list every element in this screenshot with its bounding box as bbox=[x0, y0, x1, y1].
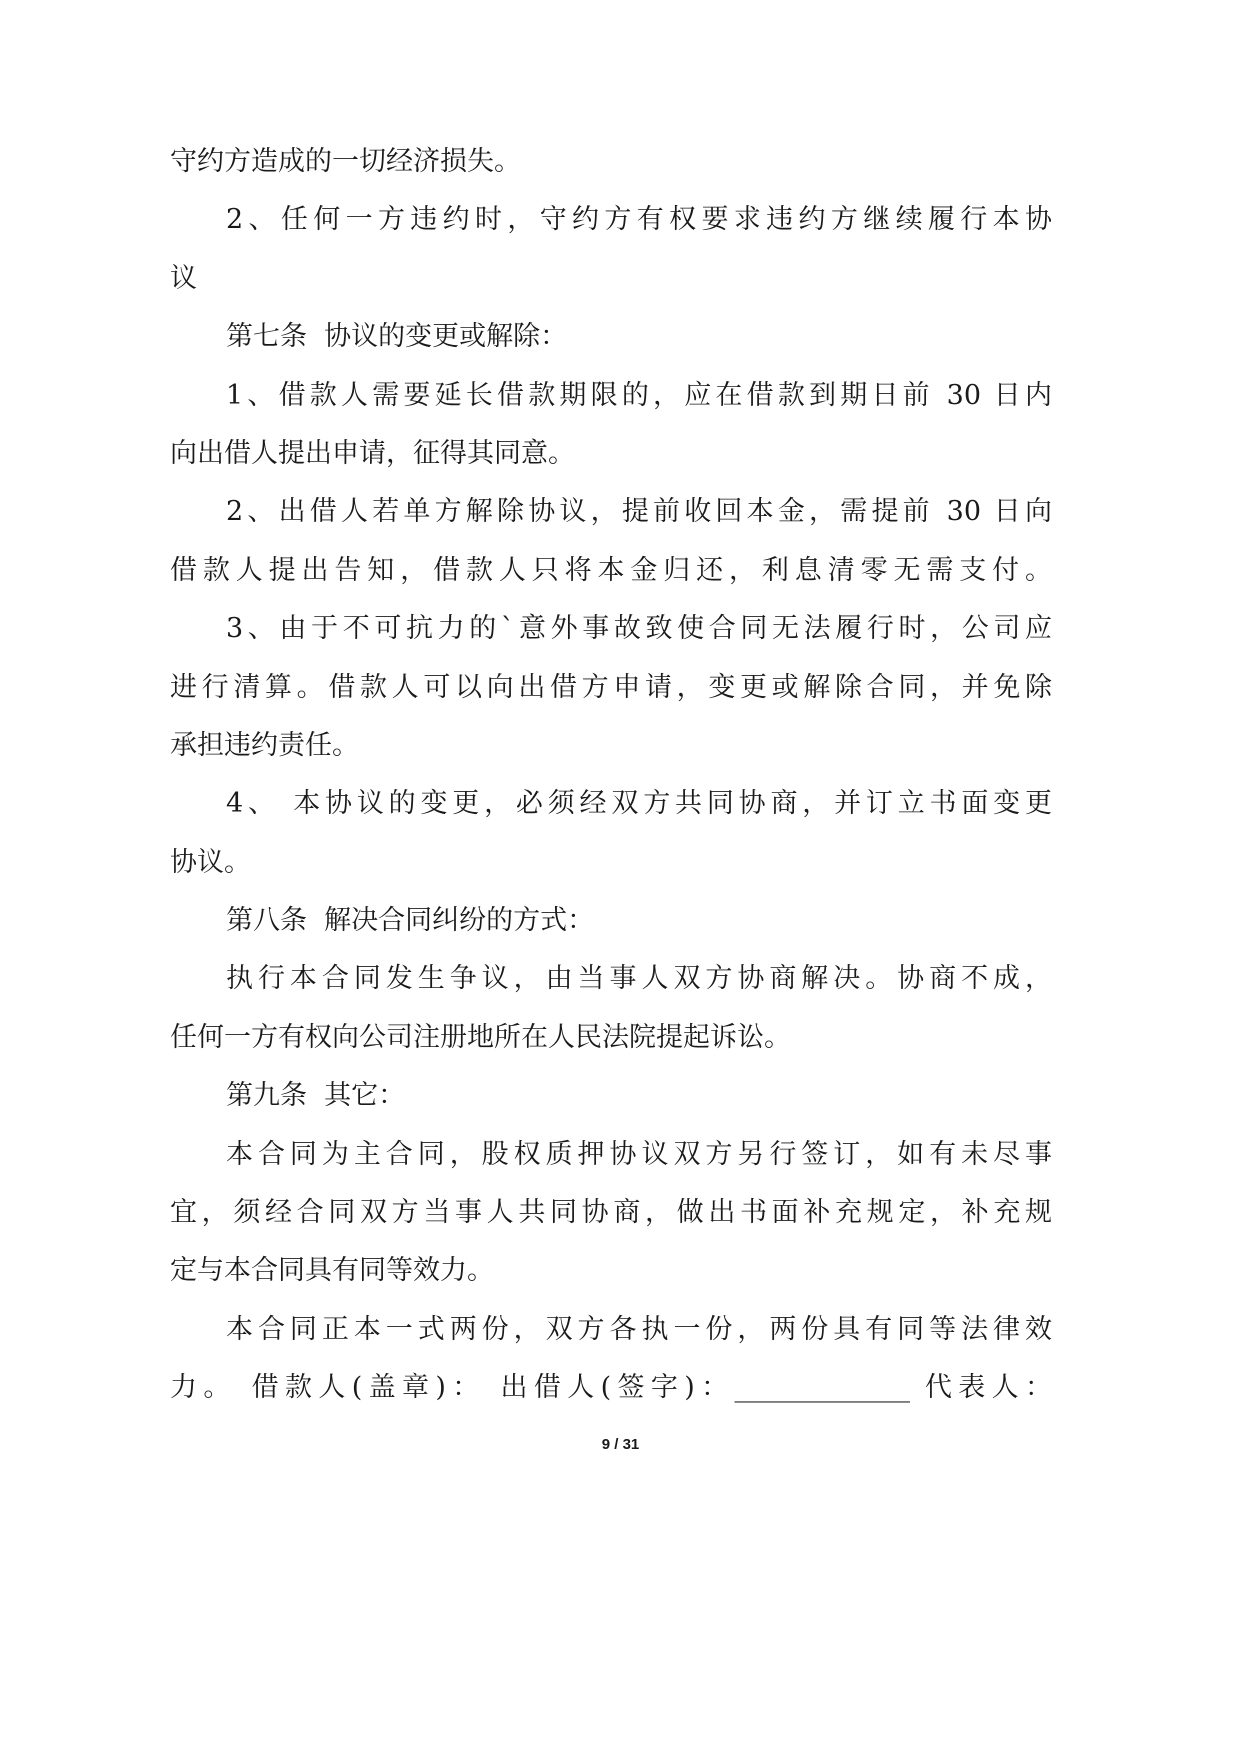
text-line: 承担违约责任。 bbox=[170, 729, 359, 761]
signature-line: 力。 借款人(盖章)： 出借人(签字)：_____________ 代表人： bbox=[170, 1372, 1052, 1404]
text-line: 任何一方有权向公司注册地所在人民法院提起诉讼。 bbox=[170, 1021, 791, 1053]
text-line: 宜，须经合同双方当事人共同协商，做出书面补充规定，补充规 bbox=[170, 1197, 1052, 1229]
text-line: 议 bbox=[170, 262, 197, 294]
text-line: 2、任何一方违约时，守约方有权要求违约方继续履行本协 bbox=[226, 204, 1052, 236]
page-number: 9 / 31 bbox=[601, 1436, 640, 1453]
text-line: 4、 本协议的变更，必须经双方共同协商，并订立书面变更 bbox=[226, 788, 1052, 820]
text-line: 进行清算。借款人可以向出借方申请，变更或解除合同，并免除 bbox=[170, 671, 1052, 703]
text-line: 定与本合同具有同等效力。 bbox=[170, 1255, 494, 1287]
text-line: 本合同为主合同，股权质押协议双方另行签订，如有未尽事 bbox=[226, 1138, 1052, 1170]
section-heading: 第九条 其它： bbox=[226, 1080, 406, 1112]
section-heading: 第八条 解决合同纠纷的方式： bbox=[226, 905, 595, 937]
text-line: 3、由于不可抗力的`意外事故致使合同无法履行时，公司应 bbox=[226, 613, 1052, 645]
text-line: 协议。 bbox=[170, 846, 251, 878]
text-line: 向出借人提出申请，征得其同意。 bbox=[170, 437, 575, 469]
text-line: 守约方造成的一切经济损失。 bbox=[170, 146, 521, 177]
document-body bbox=[170, 133, 1052, 1418]
text-line: 执行本合同发生争议，由当事人双方协商解决。协商不成， bbox=[226, 963, 1052, 995]
text-line: 1、借款人需要延长借款期限的，应在借款到期日前 30 日内 bbox=[226, 379, 1052, 411]
text-line: 借款人提出告知，借款人只将本金归还，利息清零无需支付。 bbox=[170, 554, 1052, 586]
text-line: 本合同正本一式两份，双方各执一份，两份具有同等法律效 bbox=[226, 1313, 1052, 1345]
text-line: 2、出借人若单方解除协议，提前收回本金，需提前 30 日向 bbox=[226, 496, 1052, 528]
section-heading: 第七条 协议的变更或解除： bbox=[226, 321, 568, 353]
